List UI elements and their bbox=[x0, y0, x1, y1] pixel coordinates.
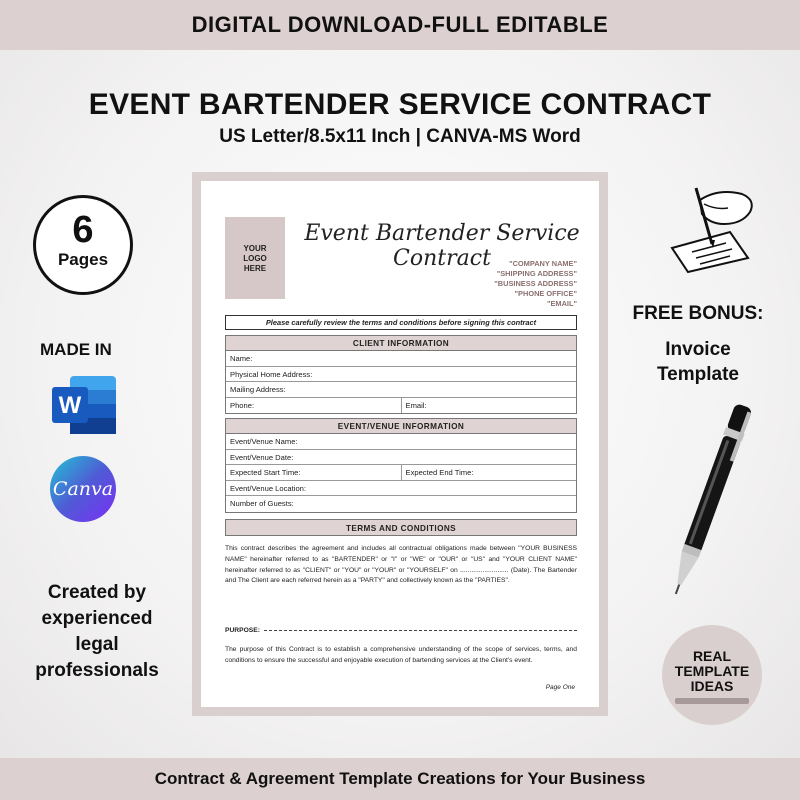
field-label: Mailing Address: bbox=[230, 385, 286, 394]
purpose-label: PURPOSE: bbox=[225, 627, 260, 634]
purpose-heading bbox=[225, 627, 577, 634]
free-bonus bbox=[618, 303, 778, 387]
canva-icon: Canva bbox=[50, 456, 116, 522]
review-notice: Please carefully review the terms and conditions before signing this contract bbox=[225, 315, 577, 330]
terms-paragraph: This contract describes the agreement and includes all contractual obligations made between "YOUR BUSINESS NAME" hereinafter referred to as "BARTENDER" or "I" or "WE" or "OUR" or "US" and "YOUR CLIENT NAME" hereinafter referred to as "CLIENT" or "YOU" or "YOUR" or "YOURSELF" on .......................... (Date). The Bartender and The Client are each referred herein as a "PARTY" and collectively known as the "PARTIES". bbox=[225, 545, 577, 585]
document-page bbox=[201, 181, 599, 707]
pages-label: Pages bbox=[57, 250, 109, 269]
field-label: Name: bbox=[230, 354, 253, 363]
form-row bbox=[226, 465, 576, 481]
pages-badge bbox=[33, 195, 133, 295]
field-label: Number of Guests: bbox=[230, 499, 294, 508]
hand-writing-icon bbox=[652, 182, 762, 274]
company-line: "SHIPPING ADDRESS" bbox=[496, 269, 577, 278]
form-row bbox=[226, 434, 576, 450]
terms-heading: TERMS AND CONDITIONS bbox=[225, 519, 577, 536]
section-heading: EVENT/VENUE INFORMATION bbox=[226, 419, 576, 434]
client-information-section bbox=[225, 335, 577, 414]
logo-line: LOGO bbox=[243, 254, 267, 263]
form-row bbox=[226, 398, 576, 414]
page-subtitle: US Letter/8.5x11 Inch | CANVA-MS Word bbox=[219, 126, 581, 147]
logo-line: HERE bbox=[243, 264, 267, 273]
company-line: "COMPANY NAME" bbox=[509, 259, 577, 268]
company-line: "EMAIL" bbox=[547, 299, 577, 308]
page-number: Page One bbox=[545, 684, 575, 691]
form-row bbox=[226, 382, 576, 398]
form-row bbox=[226, 496, 576, 512]
field-label: Event/Venue Name: bbox=[230, 437, 298, 446]
bottom-banner: Contract & Agreement Template Creations for Your Business bbox=[0, 758, 800, 800]
created-by-line: experienced bbox=[41, 608, 153, 629]
logo-placeholder bbox=[225, 217, 285, 299]
document-script-title: Event Bartender Service Contract bbox=[304, 221, 580, 271]
form-row bbox=[226, 450, 576, 466]
brand-logo bbox=[662, 625, 762, 725]
purpose-paragraph: The purpose of this Contract is to establish a comprehensive understanding of the scope of services, terms, and conditions to ensure the successful and enjoyable execution of bartending services at the Client's event. bbox=[225, 646, 577, 664]
form-row bbox=[226, 351, 576, 367]
bonus-line: Invoice bbox=[665, 339, 731, 360]
page-title: EVENT BARTENDER SERVICE CONTRACT bbox=[88, 88, 712, 121]
field-label: Expected End Time: bbox=[401, 465, 577, 480]
field-label: Expected Start Time: bbox=[230, 468, 301, 477]
company-details bbox=[494, 259, 577, 309]
bonus-label: FREE BONUS: bbox=[632, 303, 764, 324]
made-in-label: MADE IN bbox=[40, 340, 112, 359]
brand-tagline-bar bbox=[675, 698, 749, 704]
brand-line: IDEAS bbox=[690, 678, 734, 694]
created-by-line: Created by bbox=[47, 582, 147, 603]
word-icon-letter: W bbox=[58, 392, 82, 419]
word-icon bbox=[50, 374, 118, 436]
brand-line: REAL bbox=[692, 648, 732, 664]
created-by-line: legal bbox=[75, 634, 119, 655]
document-preview bbox=[192, 172, 608, 716]
brand-line: TEMPLATE bbox=[674, 663, 750, 679]
field-label: Event/Venue Date: bbox=[230, 452, 294, 462]
form-row bbox=[226, 367, 576, 383]
field-label: Email: bbox=[401, 398, 577, 414]
section-heading: CLIENT INFORMATION bbox=[226, 336, 576, 351]
form-row bbox=[226, 481, 576, 497]
field-label: Event/Venue Location: bbox=[230, 483, 306, 493]
pages-count: 6 bbox=[72, 209, 94, 251]
created-by-text bbox=[22, 580, 172, 684]
event-venue-section bbox=[225, 418, 577, 513]
field-label: Phone: bbox=[230, 400, 255, 410]
created-by-line: professionals bbox=[35, 660, 159, 681]
company-line: "BUSINESS ADDRESS" bbox=[494, 279, 577, 288]
company-line: "PHONE OFFICE" bbox=[514, 289, 577, 298]
bonus-line: Template bbox=[656, 364, 739, 385]
dashed-divider bbox=[264, 630, 577, 631]
logo-line: YOUR bbox=[243, 244, 267, 253]
field-label: Physical Home Address: bbox=[230, 369, 313, 379]
pen-icon bbox=[655, 390, 765, 610]
top-banner: DIGITAL DOWNLOAD-FULL EDITABLE bbox=[0, 0, 800, 50]
